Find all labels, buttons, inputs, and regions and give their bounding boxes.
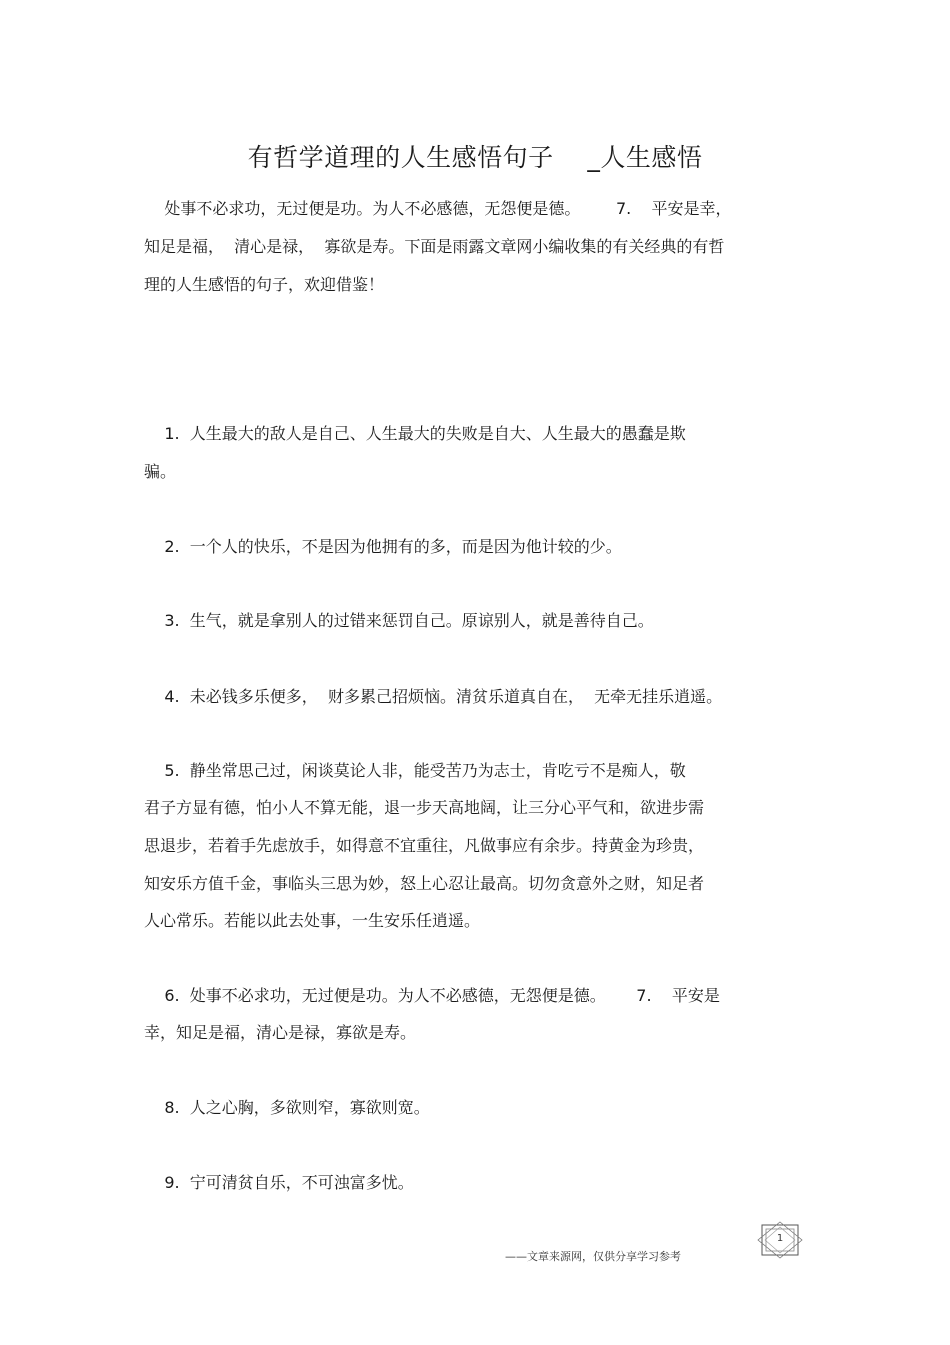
intro-line-2: 知足是福， 清心是禄， 寡欲是寿。下面是雨露文章网小编收集的有关经典的有哲 [144,237,725,256]
page-number: 1 [776,1233,784,1244]
quote-6-line-1: 6. 处事不必求功，无过便是功。为人不必感德，无怨便是德。 7. 平安是 [144,986,720,1005]
quote-9: 9. 宁可清贫自乐，不可浊富多忧。 [144,1173,414,1192]
quote-5-line-4: 知安乐方值千金，事临头三思为妙，怒上心忍让最高。切勿贪意外之财，知足者 [144,874,705,893]
intro-line-1: 处事不必求功，无过便是功。为人不必感德，无怨便是德。 7. 平安是幸， [144,199,732,218]
quote-8: 8. 人之心胸，多欲则窄，寡欲则宽。 [144,1098,430,1117]
quote-5-line-1: 5. 静坐常思己过，闲谈莫论人非，能受苦乃为志士，肯吃亏不是痴人，敬 [144,761,686,780]
quote-5-line-2: 君子方显有德，怕小人不算无能，退一步天高地阔，让三分心平气和，欲进步需 [144,798,705,817]
intro-line-3: 理的人生感悟的句子，欢迎借鉴！ [144,275,385,294]
document-title: 有哲学道理的人生感悟句子 _人生感悟 [247,143,703,172]
quote-4: 4. 未必钱多乐便多， 财多累己招烦恼。清贫乐道真自在， 无牵无挂乐逍遥。 [144,687,723,706]
quote-6-line-2: 幸，知足是福，清心是禄，寡欲是寿。 [144,1023,417,1042]
quote-1-line-1: 1. 人生最大的敌人是自己、人生最大的失败是自大、人生最大的愚蠢是欺 [144,424,686,443]
page-number-badge [757,1221,803,1259]
footer-note: ——文章来源网，仅供分享学习参考 [505,1250,681,1263]
quote-1-line-2: 骗。 [144,462,177,481]
quote-3: 3. 生气，就是拿别人的过错来惩罚自己。原谅别人，就是善待自己。 [144,611,654,630]
quote-5-line-3: 思退步，若着手先虑放手，如得意不宜重往，凡做事应有余步。持黄金为珍贵， [144,836,705,855]
quote-5-line-5: 人心常乐。若能以此去处事，一生安乐任逍遥。 [144,911,481,930]
quote-2: 2. 一个人的快乐，不是因为他拥有的多，而是因为他计较的少。 [144,537,622,556]
